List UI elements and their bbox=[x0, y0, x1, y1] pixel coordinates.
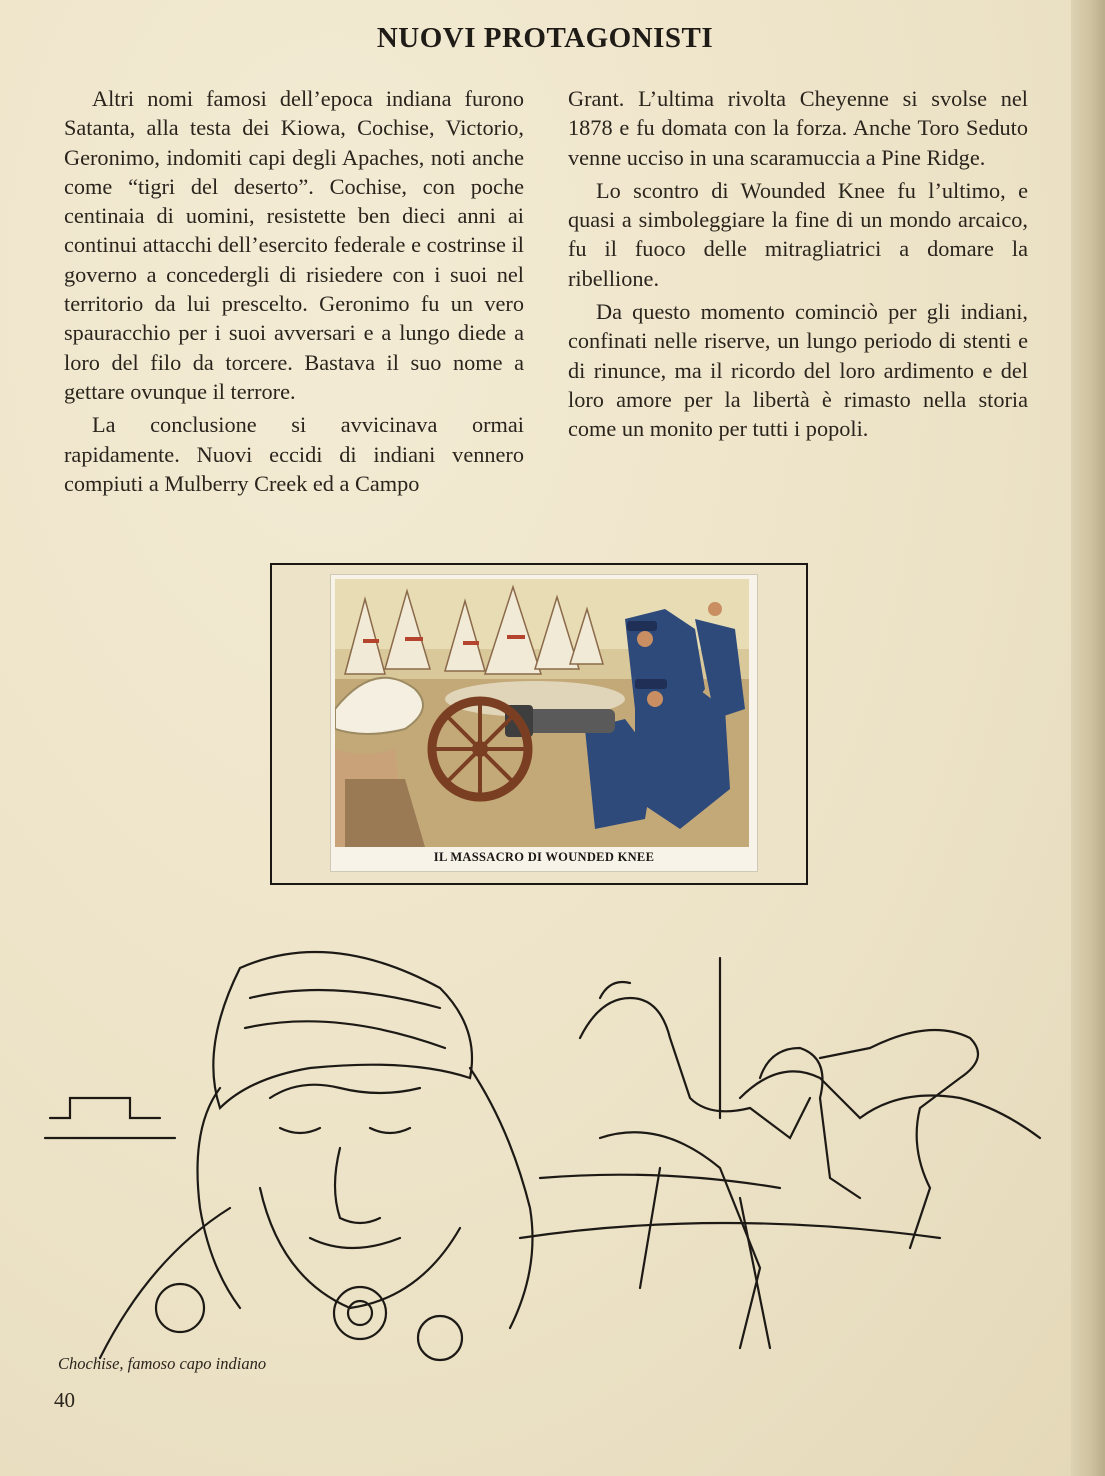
wounded-knee-painting bbox=[335, 579, 749, 847]
text-column-right bbox=[568, 84, 1028, 444]
card-caption: IL MASSACRO DI WOUNDED KNEE bbox=[433, 850, 655, 864]
paragraph: Da questo momento cominciò per gli indiani, confinati nelle riserve, un lungo periodo di stenti e di rinunce, ma il ricordo del loro ardimento e del loro amore per la libertà è rimasto nella storia come un monito per tutti i popoli. bbox=[568, 299, 1028, 442]
illustration-caption: Chochise, famoso capo indiano bbox=[58, 1354, 267, 1373]
text-column-left bbox=[64, 84, 524, 498]
apache-chief-illustration bbox=[40, 938, 1070, 1368]
page-number: 40 bbox=[54, 1388, 75, 1412]
paragraph: La conclusione si avvicinava ormai rapidamente. Nuovi eccidi di indiani vennero compiuti a Mulberry Creek ed a Campo bbox=[64, 412, 524, 496]
paragraph: Lo scontro di Wounded Knee fu l’ultimo, e quasi a simboleggiare la fine di un mondo arcaico, fu il fuoco delle mitragliatrici a domare la ribellione. bbox=[568, 177, 1028, 291]
paragraph: Altri nomi famosi dell’epoca indiana furono Satanta, alla testa dei Kiowa, Cochise, Victorio, Geronimo, indomiti capi degli Apaches, noti anche come “tigri del deserto”. Cochise, con poche centinaia di uomini, resistette ben dieci anni ai continui attacchi dell’esercito federale e costrinse il governo a concedergli di risiedere con i suoi nel territorio da lui prescelto. Geronimo fu un vero spauracchio per i suoi avversari e a lungo diede a loro del filo da torcere. Bastava il suo nome a gettare ovunque il terrore. bbox=[64, 86, 524, 404]
page-title: NUOVI PROTAGONISTI bbox=[376, 22, 714, 54]
book-spine-edge bbox=[1071, 0, 1105, 1476]
paragraph-continued: Grant. L’ultima rivolta Cheyenne si svolse nel 1878 e fu domata con la forza. Anche Toro Seduto venne ucciso in una scaramuccia a Pine Ridge. bbox=[568, 86, 1028, 170]
sticker-frame bbox=[270, 563, 808, 885]
collectible-card bbox=[330, 574, 758, 872]
